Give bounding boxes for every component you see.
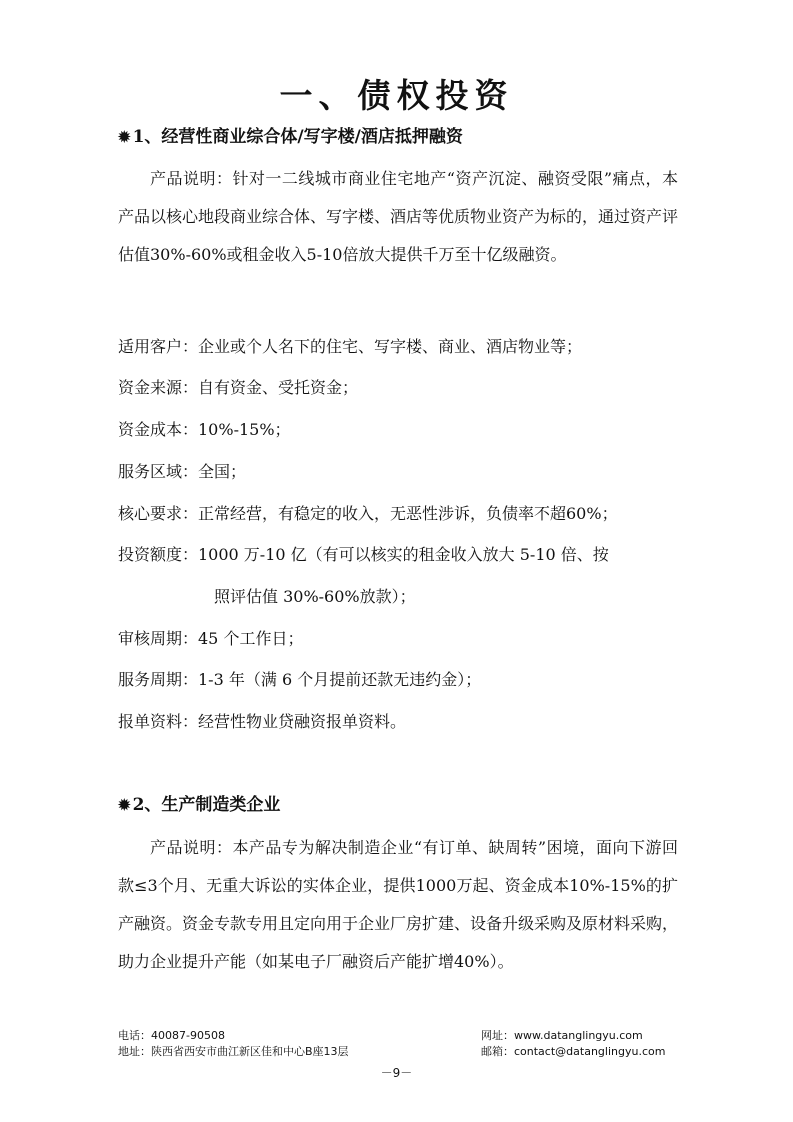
section-1-heading: [118, 125, 463, 149]
section-1-description: 产品说明：针对一二线城市商业住宅地产“资产沉淀、融资受限”痛点，本产品以核心地段商业综合体、写字楼、酒店等优质物业资产为标的，通过资产评估值30%-60%或租金收入5-10倍放大提供千万至十亿级融资。: [118, 169, 679, 264]
footer-phone: 电话：40087-90508: [118, 1029, 225, 1042]
service-line: 服务周期：1-3 年（满 6 个月提前还款无违约金）；: [118, 670, 482, 689]
amount-line: 投资额度：1000 万-10 亿（有可以核实的租金收入放大 5-10 倍、按: [118, 545, 609, 564]
footer-website: 网址：www.datanglingyu.com: [481, 1029, 643, 1042]
page-title: 一、债权投资: [279, 76, 514, 115]
page-number: －9－: [380, 1066, 413, 1080]
cost-line: 资金成本：10%-15%；: [118, 420, 291, 439]
review-line: 审核周期：45 个工作日；: [118, 629, 304, 648]
footer-address: 地址：陕西省西安市曲江新区佳和中心B座13层: [118, 1045, 349, 1058]
star-bullet-icon: ✹: [118, 128, 131, 146]
clients-line: 适用客户：企业或个人名下的住宅、写字楼、商业、酒店物业等；: [118, 337, 583, 356]
region-line: 服务区域：全国；: [118, 462, 247, 481]
section-2-heading: [118, 793, 280, 817]
amount-line-continued: 照评估值 30%-60%放款）；: [214, 587, 416, 606]
source-line: 资金来源：自有资金、受托资金；: [118, 378, 359, 397]
requirements-line: 核心要求：正常经营，有稳定的收入，无恶性涉诉，负债率不超60%；: [118, 504, 618, 523]
star-bullet-icon: ✹: [118, 796, 131, 814]
section-2-description: 产品说明：本产品专为解决制造企业“有订单、缺周转”困境，面向下游回款≤3个月、无重大诉讼的实体企业，提供1000万起、资金成本10%-15%的扩产融资。资金专款专用且定向用于企业厂房扩建、设备升级采购及原材料采购，助力企业提升产能（如某电子厂融资后产能扩增40%）。: [118, 838, 679, 971]
materials-line: 报单资料：经营性物业贷融资报单资料。: [118, 712, 407, 731]
section-2-heading-text: 2、生产制造类企业: [132, 795, 281, 815]
footer-email: 邮箱：contact@datanglingyu.com: [481, 1045, 666, 1058]
section-1-heading-text: 1、经营性商业综合体/写字楼/酒店抵押融资: [132, 127, 463, 147]
